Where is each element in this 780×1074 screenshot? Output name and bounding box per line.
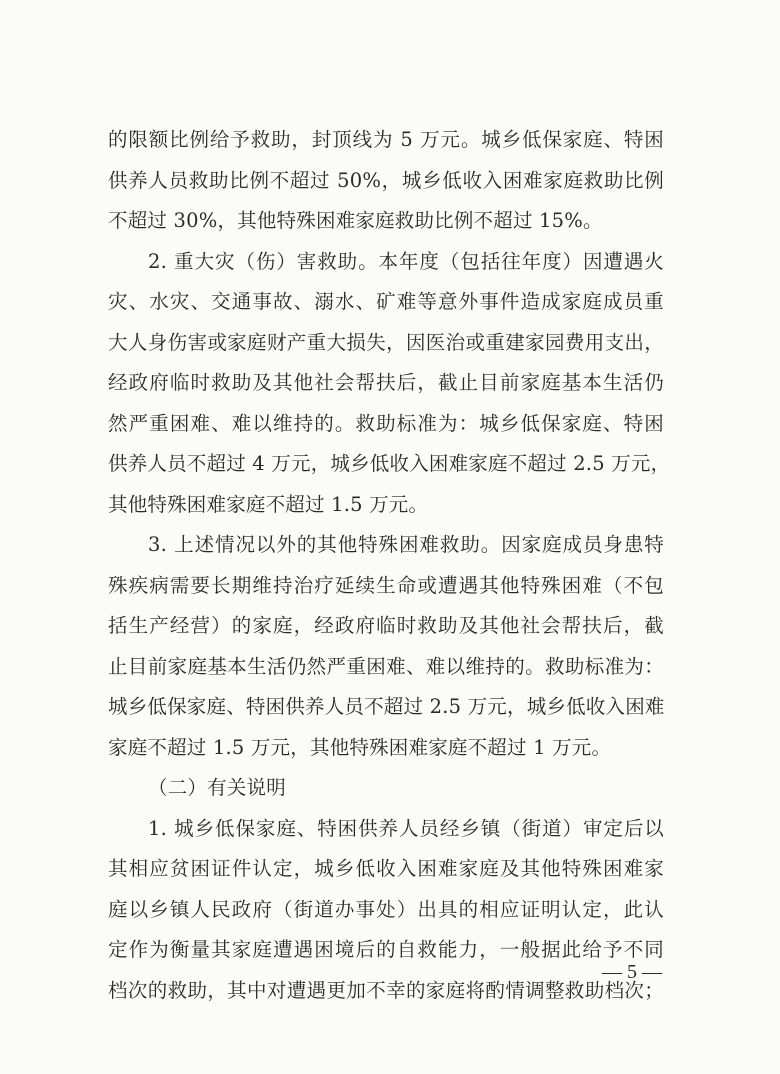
text-line: 灾、水灾、交通事故、溺水、矿难等意外事件造成家庭成员重 [108,290,664,313]
text-line: 殊疾病需要长期维持治疗延续生命或遭遇其他特殊困难（不包 [108,573,664,597]
text-line: 供养人员不超过 4 万元，城乡低收入困难家庭不超过 2.5 万元， [108,452,671,475]
text-line: 家庭不超过 1.5 万元，其他特殊困难家庭不超过 1 万元。 [108,735,612,759]
text-line: 的限额比例给予救助，封顶线为 5 万元。城乡低保家庭、特困 [108,128,664,151]
text-line: 止目前家庭基本生活仍然严重困难、难以维持的。救助标准为： [108,654,664,678]
text-line: 城乡低保家庭、特困供养人员不超过 2.5 万元，城乡低收入困难 [108,695,665,718]
text-line: 档次的救助，其中对遭遇更加不幸的家庭将酌情调整救助档次； [108,978,664,1002]
text-line: 括生产经营）的家庭，经政府临时救助及其他社会帮扶后，截 [108,614,664,637]
text-line: 其他特殊困难家庭不超过 1.5 万元。 [108,492,429,516]
text-line: 不超过 30%，其他特殊困难家庭救助比例不超过 15%。 [108,209,603,232]
text-line: （二）有关说明 [148,776,286,799]
text-line: 经政府临时救助及其他社会帮扶后，截止目前家庭基本生活仍 [108,371,664,394]
page-number: — 5 — [602,961,662,983]
text-line: 2. 重大灾（伤）害救助。本年度（包括往年度）因遭遇火 [148,249,664,273]
text-line: 大人身伤害或家庭财产重大损失，因医治或重建家园费用支出， [108,330,664,354]
text-line: 然严重困难、难以维持的。救助标准为：城乡低保家庭、特困 [108,411,664,435]
text-line: 1. 城乡低保家庭、特困供养人员经乡镇（街道）审定后以 [148,816,664,840]
text-line: 庭以乡镇人民政府（街道办事处）出具的相应证明认定，此认 [108,897,664,921]
body-text [108,120,671,1011]
text-line: 3. 上述情况以外的其他特殊困难救助。因家庭成员身患特 [148,533,664,556]
text-line: 其相应贫困证件认定，城乡低收入困难家庭及其他特殊困难家 [108,857,664,880]
text-line: 供养人员救助比例不超过 50%，城乡低收入困难家庭救助比例 [108,168,664,192]
text-line: 定作为衡量其家庭遭遇困境后的自救能力，一般据此给予不同 [108,938,664,961]
